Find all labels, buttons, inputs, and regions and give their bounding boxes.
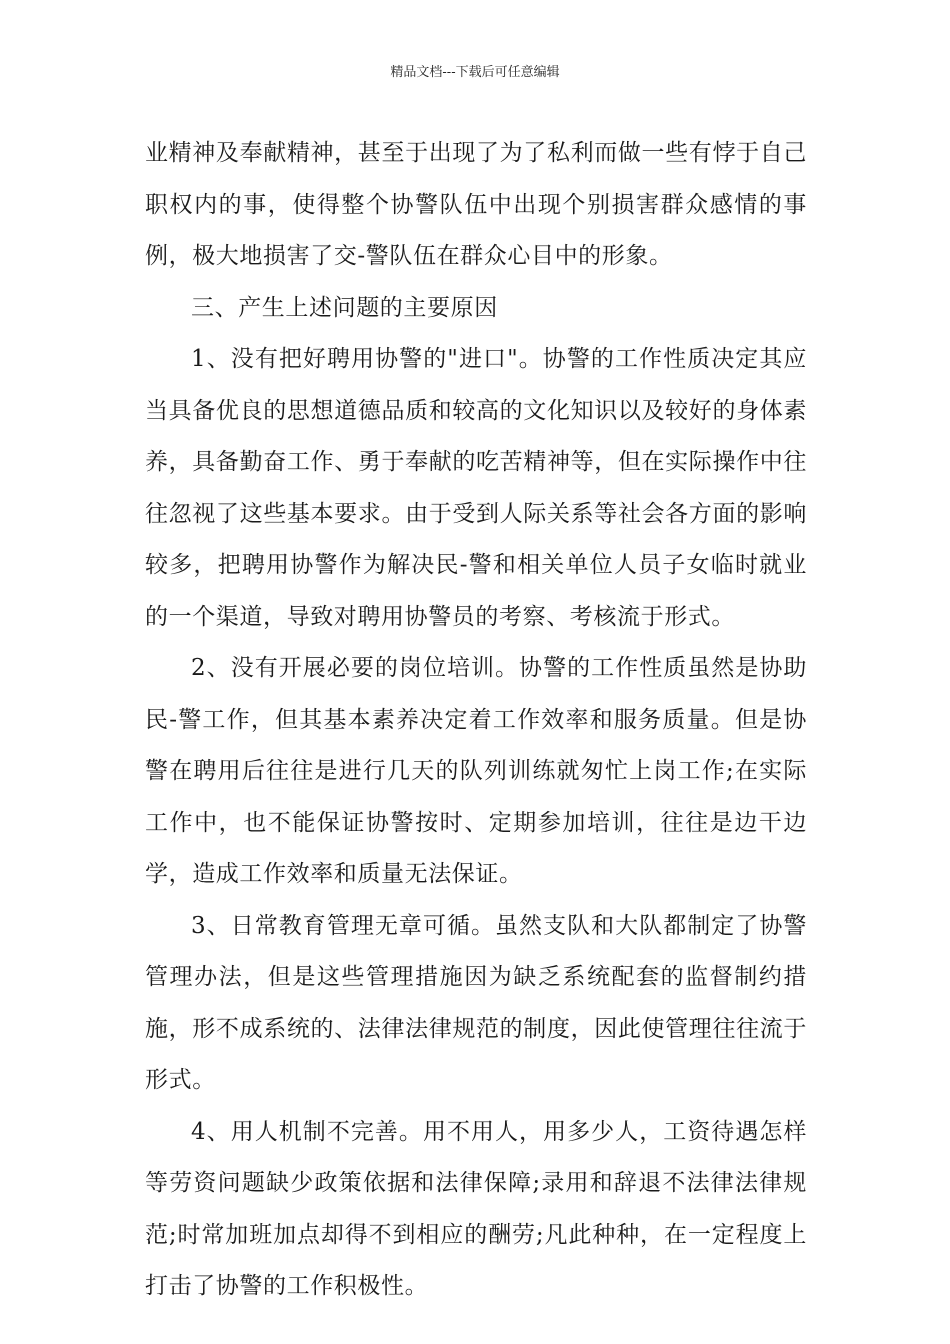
- paragraph-item-3: 3、日常教育管理无章可循。虽然支队和大队都制定了协警管理办法，但是这些管理措施因为缺乏系统配套的监督制约措施，形不成系统的、法律法律规范的制度，因此使管理往往流于形式。: [145, 912, 807, 1093]
- page-header: 精品文档---下载后可任意编辑: [390, 65, 560, 80]
- document-body: [145, 128, 807, 1313]
- paragraph-continuation: 业精神及奉献精神，甚至于出现了为了私利而做一些有悖于自己职权内的事，使得整个协警队伍中出现个别损害群众感情的事例，极大地损害了交-警队伍在群众心目中的形象。: [145, 140, 807, 269]
- paragraph-item-4: 4、用人机制不完善。用不用人，用多少人，工资待遇怎样等劳资问题缺少政策依据和法律保障;录用和辞退不法律法律规范;时常加班加点却得不到相应的酬劳;凡此种种，在一定程度上打击了协警的工作积极性。: [145, 1118, 807, 1299]
- section-heading: 三、产生上述问题的主要原因: [191, 294, 498, 321]
- paragraph-item-2: 2、没有开展必要的岗位培训。协警的工作性质虽然是协助民-警工作，但其基本素养决定着工作效率和服务质量。但是协警在聘用后往往是进行几天的队列训练就匆忙上岗工作;在实际工作中，也不能保证协警按时、定期参加培训，往往是边干边学，造成工作效率和质量无法保证。: [145, 655, 807, 887]
- paragraph-item-1: 1、没有把好聘用协警的"进口"。协警的工作性质决定其应当具备优良的思想道德品质和较高的文化知识以及较好的身体素养，具备勤奋工作、勇于奉献的吃苦精神等，但在实际操作中往往忽视了这些基本要求。由于受到人际关系等社会各方面的影响较多，把聘用协警作为解决民-警和相关单位人员子女临时就业的一个渠道，导致对聘用协警员的考察、考核流于形式。: [145, 346, 807, 630]
